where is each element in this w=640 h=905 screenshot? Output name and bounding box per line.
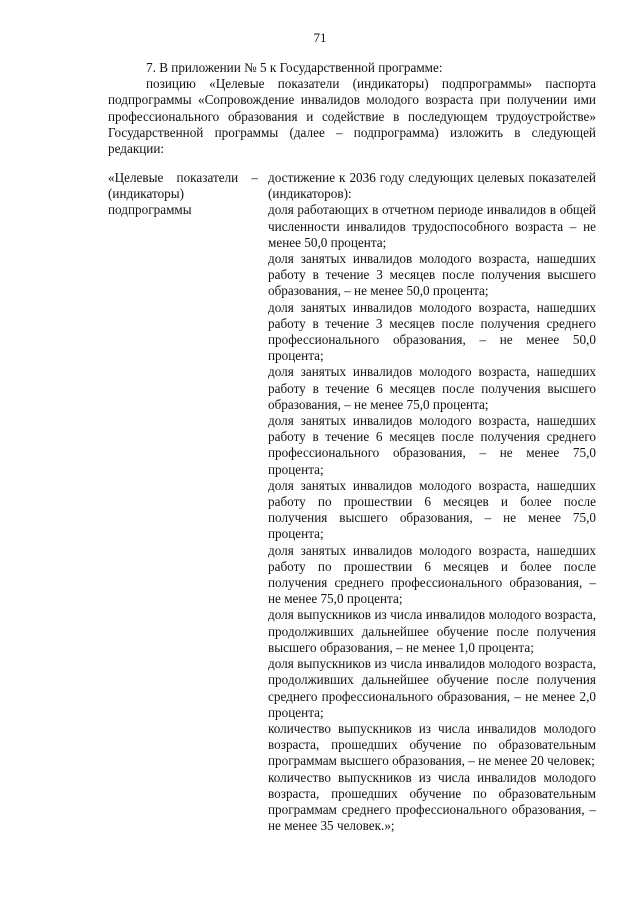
page-number: 71 xyxy=(313,30,327,45)
indicator-item: доля занятых инвалидов молодого возраста, нашедших работу по прошествии 6 месяцев и более после получения среднего профессионального образования, – не менее 75,0 процента; xyxy=(268,542,596,607)
indicator-item: доля занятых инвалидов молодого возраста, нашедших работу в течение 3 месяцев после получения среднего профессионального образования, – не менее 50,0 процента; xyxy=(268,299,596,364)
passport-row xyxy=(108,170,596,834)
indicator-item: доля занятых инвалидов молодого возраста, нашедших работу по прошествии 6 месяцев и более после получения высшего образования, – не менее 75,0 процента; xyxy=(268,477,596,542)
passport-table xyxy=(108,170,596,834)
intro-paragraph-1: 7. В приложении № 5 к Государственной программе: xyxy=(146,60,443,75)
intro-paragraph-2: позицию «Целевые показатели (индикаторы) подпрограммы» паспорта подпрограммы «Сопровождение инвалидов молодого возраста при получении ими профессионального образования и содействие в последующем трудоустройстве» Государственной программы (далее – подпрограмма) изложить в следующей редакции: xyxy=(108,76,596,157)
indicator-item: достижение к 2036 году следующих целевых показателей (индикаторов): xyxy=(268,170,596,202)
indicator-item: доля занятых инвалидов молодого возраста, нашедших работу в течение 6 месяцев после получения среднего профессионального образования, – не менее 75,0 процента; xyxy=(268,413,596,477)
passport-row-label: «Целевые показатели – (индикаторы) подпрограммы xyxy=(108,170,258,218)
indicator-item: доля занятых инвалидов молодого возраста, нашедших работу в течение 6 месяцев после получения высшего образования, – не менее 75,0 процента; xyxy=(268,364,596,412)
indicator-item: количество выпускников из числа инвалидов молодого возраста, прошедших обучение по образовательным программам высшего образования, – не менее 20 человек; xyxy=(268,720,596,769)
passport-row-content xyxy=(268,170,596,834)
intro-section xyxy=(108,60,596,157)
indicator-item: доля выпускников из числа инвалидов молодого возраста, продолживших дальнейшее обучение после получения высшего образования, – не менее 1,0 процента; xyxy=(268,607,596,655)
indicator-item: доля занятых инвалидов молодого возраста, нашедших работу в течение 3 месяцев после получения высшего образования, – не менее 50,0 процента; xyxy=(268,251,596,299)
indicator-item: доля работающих в отчетном периоде инвалидов в общей численности инвалидов трудоспособного возраста – не менее 50,0 процента; xyxy=(268,202,596,250)
indicator-item: доля выпускников из числа инвалидов молодого возраста, продолживших дальнейшее обучение после получения среднего профессионального образования, – не менее 2,0 процента; xyxy=(268,656,596,720)
indicator-item: количество выпускников из числа инвалидов молодого возраста, прошедших обучение по образовательным программам среднего профессионального образования, – не менее 35 человек.»; xyxy=(268,769,596,834)
